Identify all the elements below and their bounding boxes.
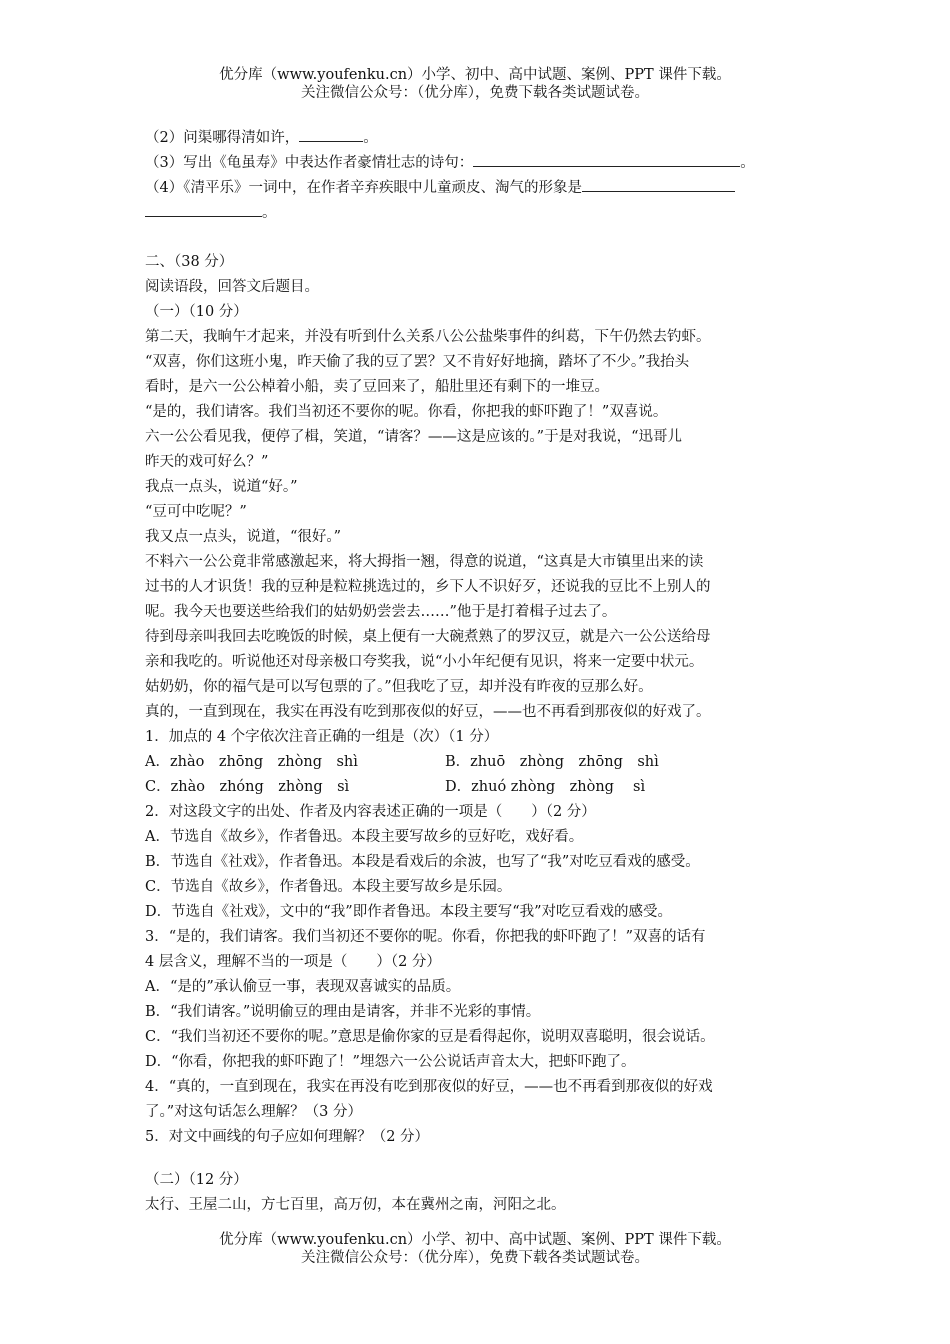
- passage-line: 姑奶奶，你的福气是可以写包票的了。”但我吃了豆，却并没有昨夜的豆那么好。: [145, 679, 653, 695]
- question-1-option-c[interactable]: C．zhào zhóng zhòng sì: [145, 779, 350, 795]
- question-1-option-b[interactable]: B．zhuō zhòng zhōng shì: [445, 754, 659, 770]
- passage-line: 真的，一直到现在，我实在再没有吃到那夜似的好豆，——也不再看到那夜似的好戏了。: [145, 704, 711, 720]
- answer-blank[interactable]: [299, 127, 363, 142]
- section-instruction: 阅读语段，回答文后题目。: [145, 279, 319, 295]
- fill-question-3: [145, 152, 755, 173]
- passage-line: “是的，我们请客。我们当初还不要你的呢。你看，你把我的虾吓跑了！”双喜说。: [145, 404, 668, 420]
- question-2-option-d[interactable]: D．节选自《社戏》，文中的“我”即作者鲁迅。本段主要写“我”对吃豆看戏的感受。: [145, 904, 673, 920]
- fill-question-2-text: （2）问渠哪得清如许，: [145, 130, 300, 146]
- fill-question-2-end: 。: [363, 130, 378, 146]
- question-4-stem-line-2: 了。”对这句话怎么理解？（3 分）: [145, 1104, 362, 1120]
- section-heading: 二、（38 分）: [145, 254, 234, 270]
- footer-line-1: 优分库（www.youfenku.cn）小学、初中、高中试题、案例、PPT 课件下载。: [219, 1232, 731, 1248]
- passage-line: 看时，是六一公公棹着小船，卖了豆回来了，船肚里还有剩下的一堆豆。: [145, 379, 609, 395]
- question-5-stem: 5．对文中画线的句子应如何理解？（2 分）: [145, 1129, 430, 1145]
- part-2-heading: （二）（12 分）: [145, 1172, 248, 1188]
- passage-line: “豆可中吃呢？”: [145, 504, 247, 520]
- header-line-2: 关注微信公众号：（优分库），免费下载各类试题试卷。: [301, 85, 649, 101]
- question-4-stem-line-1: 4．“真的，一直到现在，我实在再没有吃到那夜似的好豆，——也不再看到那夜似的好戏: [145, 1079, 713, 1095]
- question-3-option-b[interactable]: B．“我们请客。”说明偷豆的理由是请客，并非不光彩的事情。: [145, 1004, 541, 1020]
- answer-blank[interactable]: [582, 177, 735, 192]
- answer-blank[interactable]: [145, 202, 262, 217]
- question-3-option-a[interactable]: A．“是的”承认偷豆一事，表现双喜诚实的品质。: [145, 979, 461, 995]
- question-3-stem-line-1: 3．“是的，我们请客。我们当初还不要你的呢。你看，你把我的虾吓跑了！”双喜的话有: [145, 929, 706, 945]
- passage-line: 呢。我今天也要送些给我们的姑奶奶尝尝去……”他于是打着楫子过去了。: [145, 604, 617, 620]
- passage-line: “双喜，你们这班小鬼，昨天偷了我的豆了罢？又不肯好好地摘，踏坏了不少。”我抬头: [145, 354, 690, 370]
- page-header: [0, 66, 950, 102]
- page-footer: [0, 1231, 950, 1267]
- question-1-options-row-2: [145, 777, 646, 797]
- passage-line: 我点一点头，说道“好。”: [145, 479, 298, 495]
- passage-line: 待到母亲叫我回去吃晚饭的时候，桌上便有一大碗煮熟了的罗汉豆，就是六一公公送给母: [145, 629, 711, 645]
- question-3-option-c[interactable]: C．“我们当初还不要你的呢。”意思是偷你家的豆是看得起你，说明双喜聪明，很会说话。: [145, 1029, 715, 1045]
- question-2-option-c[interactable]: C．节选自《故乡》，作者鲁迅。本段主要写故乡是乐园。: [145, 879, 512, 895]
- question-3-stem-line-2: 4 层含义，理解不当的一项是（ ）（2 分）: [145, 954, 441, 970]
- fill-question-4-text: （4）《清平乐》一词中，在作者辛弃疾眼中儿童顽皮、淘气的形象是: [145, 180, 582, 196]
- passage-line: 亲和我吃的。听说他还对母亲极口夸奖我，说“小小年纪便有见识，将来一定要中状元。: [145, 654, 704, 670]
- question-3-option-d[interactable]: D．“你看，你把我的虾吓跑了！”埋怨六一公公说话声音太大，把虾吓跑了。: [145, 1054, 636, 1070]
- fill-question-4: [145, 177, 735, 198]
- answer-blank[interactable]: [473, 152, 740, 167]
- part-2-first-line: 太行、王屋二山，方七百里，高万仞，本在冀州之南，河阳之北。: [145, 1197, 566, 1213]
- passage-line: 过书的人才识货！我的豆种是粒粒挑选过的，乡下人不识好歹，还说我的豆比不上别人的: [145, 579, 711, 595]
- fill-question-3-text: （3）写出《龟虽寿》中表达作者豪情壮志的诗句：: [145, 155, 474, 171]
- question-2-stem: 2．对这段文字的出处、作者及内容表述正确的一项是（ ）（2 分）: [145, 804, 596, 820]
- fill-question-3-end: 。: [740, 155, 755, 171]
- question-1-options-row-1: [145, 752, 659, 772]
- question-1-option-a[interactable]: A．zhào zhōng zhòng shì: [145, 754, 358, 770]
- part-1-heading: （一）（10 分）: [145, 304, 248, 320]
- fill-question-4-continued: [145, 202, 277, 223]
- question-1-stem: 1．加点的 4 个字依次注音正确的一组是（次）（1 分）: [145, 729, 499, 745]
- question-2-option-a[interactable]: A．节选自《故乡》，作者鲁迅。本段主要写故乡的豆好吃，戏好看。: [145, 829, 584, 845]
- fill-question-2: [145, 127, 378, 148]
- passage-line: 不料六一公公竟非常感激起来，将大拇指一翘，得意的说道，“这真是大市镇里出来的读: [145, 554, 704, 570]
- question-2-option-b[interactable]: B．节选自《社戏》，作者鲁迅。本段是看戏后的余波，也写了“我”对吃豆看戏的感受。: [145, 854, 700, 870]
- footer-line-2: 关注微信公众号：（优分库），免费下载各类试题试卷。: [301, 1250, 649, 1266]
- passage-line: 我又点一点头，说道，“很好。”: [145, 529, 342, 545]
- passage-line: 六一公公看见我，便停了楫，笑道，“请客？——这是应该的。”于是对我说，“迅哥儿: [145, 429, 682, 445]
- passage-line: 昨天的戏可好么？”: [145, 454, 269, 470]
- question-1-option-d[interactable]: D．zhuó zhòng zhòng sì: [445, 779, 646, 795]
- fill-question-4-end: 。: [262, 205, 277, 221]
- header-line-1: 优分库（www.youfenku.cn）小学、初中、高中试题、案例、PPT 课件下载。: [219, 67, 731, 83]
- passage-line: 第二天，我晌午才起来，并没有听到什么关系八公公盐柴事件的纠葛，下午仍然去钓虾。: [145, 329, 711, 345]
